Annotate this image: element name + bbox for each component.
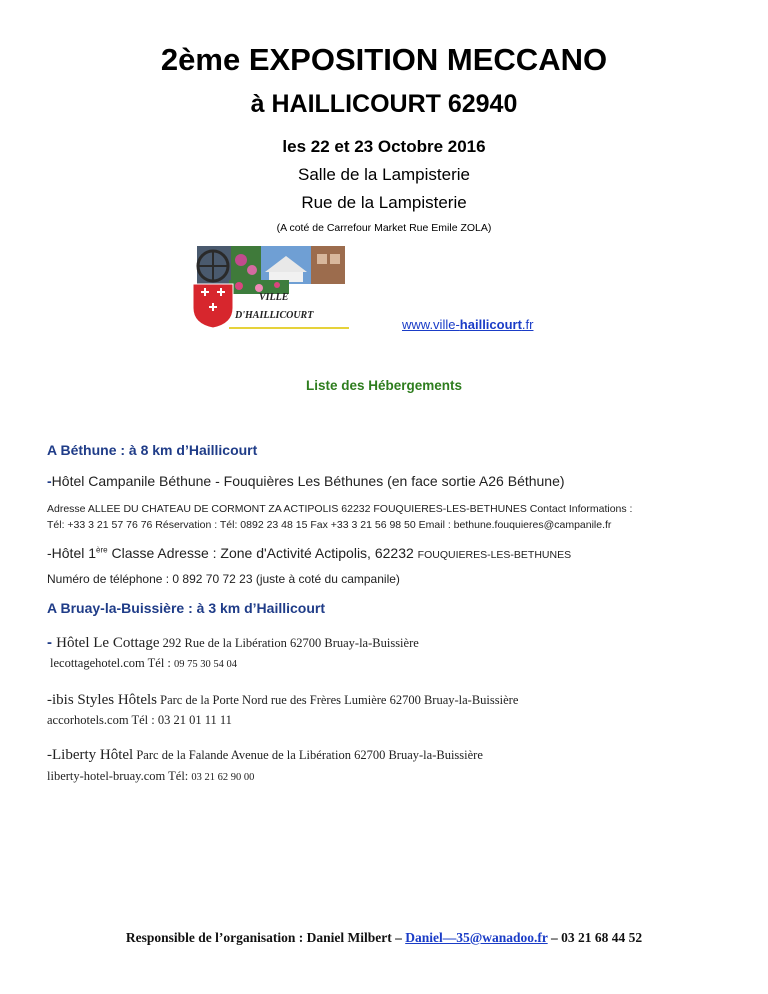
website-prefix: www.ville- — [402, 317, 460, 332]
hotel-le-cottage-tel: 09 75 30 54 04 — [174, 659, 238, 670]
hotel-liberty-contact — [47, 767, 254, 785]
town-website-link[interactable] — [402, 317, 533, 332]
hotel-liberty-address: Parc de la Falande Avenue de la Libération 62700 Bruay-la-Buissière — [133, 748, 483, 762]
hotel-liberty-site: liberty-hotel-bruay.com Tél: — [47, 769, 192, 783]
venue-note: (A coté de Carrefour Market Rue Emile ZOLA) — [276, 222, 492, 234]
exhibition-location: à HAILLICOURT 62940 — [250, 90, 518, 118]
hotel-campanile — [47, 473, 565, 489]
hotel-premiere-sup: ère — [96, 545, 108, 555]
hotel-ibis-contact — [47, 711, 232, 729]
logo-text-town: D'HAILLICOURT — [235, 310, 314, 321]
town-logo — [189, 246, 349, 330]
exhibition-title: 2ème EXPOSITION MECCANO — [160, 42, 608, 77]
hotel-le-cottage-contact — [50, 654, 237, 672]
hotel-dash: - — [47, 473, 52, 489]
hotel-liberty-tel: 03 21 62 90 00 — [191, 772, 255, 783]
organizer-footer — [0, 930, 768, 946]
hotel-le-cottage-address: 292 Rue de la Libération 62700 Bruay-la-Buissière — [159, 636, 419, 650]
section-bruay-heading: A Bruay-la-Buissière : à 3 km d’Haillicourt — [47, 600, 326, 616]
hotel-premiere-prefix: -Hôtel 1 — [47, 545, 97, 561]
exhibition-dates: les 22 et 23 Octobre 2016 — [282, 137, 486, 156]
website-suffix: .fr — [521, 317, 534, 332]
hotel-ibis-styles — [47, 691, 518, 709]
hotel-campanile-address: Adresse ALLEE DU CHATEAU DE CORMONT ZA ACTIPOLIS 62232 FOUQUIERES-LES-BETHUNES Contact Informations : — [47, 503, 633, 515]
footer-phone: – 03 21 68 44 52 — [547, 930, 643, 945]
hotel-ibis-name: -ibis Styles Hôtels — [47, 692, 158, 708]
section-bethune-heading: A Béthune : à 8 km d’Haillicourt — [47, 442, 258, 458]
hotel-campanile-contact: Tél: +33 3 21 57 76 76 Réservation : Tél: 0892 23 48 15 Fax +33 3 21 56 98 50 Email : bethune.fouquieres@campanile.fr — [47, 519, 612, 531]
footer-prefix: Responsible de l’organisation : Daniel Milbert – — [125, 930, 406, 945]
hotel-premiere-address: Classe Adresse : Zone d'Activité Actipolis, 62232 — [107, 545, 418, 561]
hotel-le-cottage — [47, 634, 419, 652]
hotel-premiere-phone: Numéro de téléphone : 0 892 70 72 23 (juste à coté du campanile) — [47, 572, 400, 586]
hotel-le-cottage-site: lecottagehotel.com Tél : — [50, 656, 175, 670]
hotel-le-cottage-name: Hôtel Le Cottage — [56, 635, 160, 651]
venue-hall: Salle de la Lampisterie — [298, 165, 470, 184]
hotel-campanile-name: Hôtel Campanile Béthune - Fouquières Les Béthunes (en face sortie A26 Béthune) — [51, 473, 565, 489]
hotel-liberty — [47, 746, 483, 764]
hotel-dash: - — [47, 634, 57, 651]
hotel-premiere-classe — [47, 545, 571, 561]
hotel-ibis-site-tel: accorhotels.com Tél : 03 21 01 11 11 — [47, 713, 232, 727]
accommodation-list-title: Liste des Hébergements — [305, 378, 463, 393]
logo-text-ville: VILLE — [259, 292, 289, 303]
website-bold: haillicourt — [459, 317, 522, 332]
venue-street: Rue de la Lampisterie — [301, 193, 467, 212]
organizer-email-link[interactable]: Daniel—35@wanadoo.fr — [405, 930, 548, 945]
hotel-ibis-address: Parc de la Porte Nord rue des Frères Lumière 62700 Bruay-la-Buissière — [157, 693, 519, 707]
hotel-liberty-name: -Liberty Hôtel — [47, 747, 134, 763]
hotel-premiere-city: FOUQUIERES-LES-BETHUNES — [417, 549, 572, 561]
